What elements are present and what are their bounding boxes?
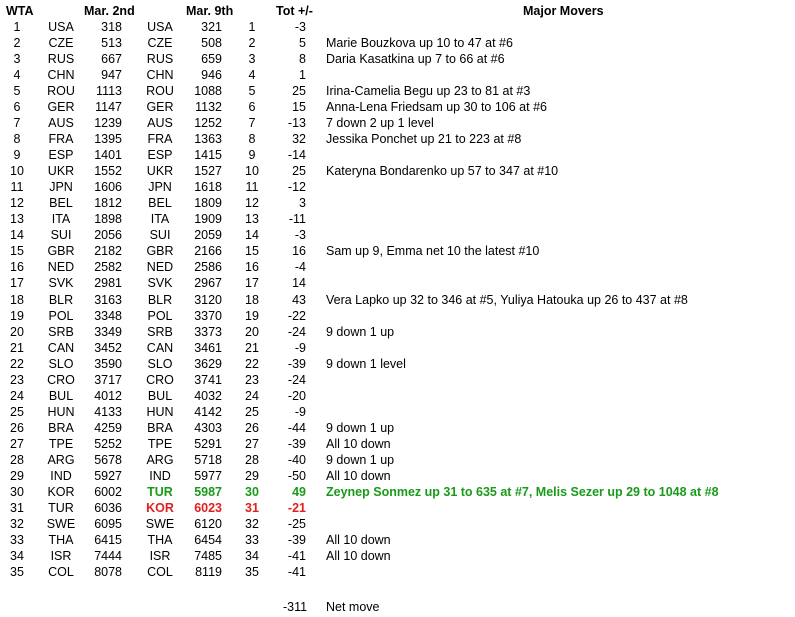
- country-mar2-cell: COL: [48, 565, 74, 579]
- rank-mar9-cell: 2: [248, 36, 256, 50]
- points-mar9-cell: 1132: [195, 100, 222, 114]
- rank-mar9-cell: 34: [245, 549, 259, 563]
- points-mar9-cell: 508: [201, 36, 222, 50]
- major-movers-cell: All 10 down: [326, 533, 391, 547]
- points-mar2-cell: 318: [101, 20, 122, 34]
- points-mar2-cell: 513: [101, 36, 122, 50]
- country-mar9-cell: UKR: [146, 164, 174, 178]
- points-mar2-cell: 1239: [94, 116, 122, 130]
- rank-cell: 2: [13, 36, 21, 50]
- points-mar2-cell: 1898: [94, 212, 122, 226]
- total-change-cell: -39: [287, 533, 306, 547]
- rank-cell: 4: [13, 68, 21, 82]
- rank-cell: 13: [10, 212, 24, 226]
- country-mar9-cell: BUL: [147, 389, 173, 403]
- rank-mar9-cell: 35: [245, 565, 259, 579]
- rank-cell: 27: [10, 437, 24, 451]
- country-mar9-cell: JPN: [148, 180, 172, 194]
- rank-cell: 33: [10, 533, 24, 547]
- header-mar2: Mar. 2nd: [84, 4, 135, 18]
- points-mar2-cell: 5252: [94, 437, 122, 451]
- points-mar9-cell: 1415: [194, 148, 222, 162]
- country-mar2-cell: GER: [47, 100, 75, 114]
- country-mar2-cell: TPE: [48, 437, 74, 451]
- country-mar9-cell: SVK: [147, 276, 173, 290]
- total-change-cell: -3: [294, 20, 306, 34]
- points-mar2-cell: 7444: [94, 549, 122, 563]
- points-mar9-cell: 1252: [194, 116, 222, 130]
- total-change-cell: -24: [287, 373, 306, 387]
- points-mar2-cell: 4259: [94, 421, 122, 435]
- points-mar9-cell: 1363: [194, 132, 222, 146]
- header-mar9: Mar. 9th: [186, 4, 234, 18]
- country-mar9-cell: BLR: [147, 293, 173, 307]
- total-change-cell: 14: [292, 276, 306, 290]
- total-change-cell: -24: [287, 325, 306, 339]
- major-movers-cell: Sam up 9, Emma net 10 the latest #10: [326, 244, 540, 258]
- points-mar9-cell: 5718: [194, 453, 222, 467]
- total-change-cell: -9: [294, 341, 306, 355]
- country-mar9-cell: COL: [147, 565, 173, 579]
- points-mar2-cell: 3717: [94, 373, 122, 387]
- rank-cell: 3: [13, 52, 21, 66]
- points-mar2-cell: 1606: [94, 180, 122, 194]
- rank-cell: 26: [10, 421, 24, 435]
- total-change-cell: -12: [287, 180, 306, 194]
- rank-mar9-cell: 15: [245, 244, 259, 258]
- points-mar9-cell: 6454: [194, 533, 222, 547]
- country-mar2-cell: TUR: [48, 501, 74, 515]
- rank-cell: 22: [10, 357, 24, 371]
- rank-mar9-cell: 10: [245, 164, 259, 178]
- points-mar9-cell: 4303: [194, 421, 222, 435]
- points-mar2-cell: 3163: [94, 293, 122, 307]
- points-mar2-cell: 3590: [94, 357, 122, 371]
- points-mar9-cell: 2059: [194, 228, 222, 242]
- country-mar2-cell: POL: [48, 309, 74, 323]
- major-movers-cell: All 10 down: [326, 549, 391, 563]
- rank-mar9-cell: 12: [245, 196, 259, 210]
- points-mar9-cell: 321: [201, 20, 222, 34]
- total-change-cell: -13: [287, 116, 306, 130]
- country-mar9-cell: CZE: [147, 36, 173, 50]
- country-mar2-cell: JPN: [49, 180, 73, 194]
- points-mar9-cell: 4032: [194, 389, 222, 403]
- total-change-cell: 25: [292, 164, 306, 178]
- country-mar9-cell: AUS: [147, 116, 173, 130]
- rank-cell: 23: [10, 373, 24, 387]
- total-change-cell: -39: [287, 437, 306, 451]
- country-mar2-cell: SWE: [46, 517, 76, 531]
- rank-cell: 35: [10, 565, 24, 579]
- points-mar2-cell: 667: [101, 52, 122, 66]
- total-change-cell: -41: [287, 565, 306, 579]
- total-change-cell: -39: [287, 357, 306, 371]
- country-mar9-cell: GBR: [146, 244, 174, 258]
- country-mar2-cell: GBR: [47, 244, 75, 258]
- rank-mar9-cell: 24: [245, 389, 259, 403]
- country-mar2-cell: CZE: [48, 36, 74, 50]
- total-change-cell: -50: [287, 469, 306, 483]
- total-change-cell: 5: [299, 36, 306, 50]
- country-mar9-cell: BRA: [147, 421, 173, 435]
- rank-cell: 34: [10, 549, 24, 563]
- total-change-cell: -3: [294, 228, 306, 242]
- points-mar2-cell: 1147: [95, 100, 122, 114]
- country-mar9-cell: ISR: [149, 549, 171, 563]
- country-mar9-cell: SUI: [149, 228, 171, 242]
- total-change-cell: -9: [294, 405, 306, 419]
- points-mar2-cell: 4133: [94, 405, 122, 419]
- rank-mar9-cell: 29: [245, 469, 259, 483]
- rank-cell: 32: [10, 517, 24, 531]
- rank-mar9-cell: 28: [245, 453, 259, 467]
- country-mar2-cell: NED: [47, 260, 75, 274]
- country-mar9-cell: CAN: [146, 341, 174, 355]
- country-mar2-cell: SVK: [48, 276, 74, 290]
- country-mar2-cell: HUN: [47, 405, 75, 419]
- major-movers-cell: Irina-Camelia Begu up 23 to 81 at #3: [326, 84, 531, 98]
- country-mar9-cell: ITA: [150, 212, 170, 226]
- rank-cell: 25: [10, 405, 24, 419]
- total-change-cell: -14: [287, 148, 306, 162]
- rank-mar9-cell: 19: [245, 309, 259, 323]
- footer-total: -311: [283, 600, 308, 614]
- country-mar2-cell: KOR: [47, 485, 75, 499]
- points-mar2-cell: 1401: [94, 148, 122, 162]
- rank-cell: 5: [13, 84, 21, 98]
- major-movers-cell: Jessika Ponchet up 21 to 223 at #8: [326, 132, 522, 146]
- rank-mar9-cell: 3: [248, 52, 256, 66]
- country-mar2-cell: ROU: [47, 84, 75, 98]
- footer-label: Net move: [326, 600, 380, 614]
- rank-mar9-cell: 22: [245, 357, 259, 371]
- country-mar9-cell: BEL: [148, 196, 172, 210]
- country-mar2-cell: RUS: [47, 52, 75, 66]
- country-mar2-cell: UKR: [47, 164, 75, 178]
- points-mar2-cell: 3348: [94, 309, 122, 323]
- rank-mar9-cell: 1: [248, 20, 256, 34]
- header-tot: Tot +/-: [276, 4, 313, 18]
- country-mar2-cell: AUS: [48, 116, 74, 130]
- rank-cell: 8: [13, 132, 21, 146]
- points-mar9-cell: 3629: [194, 357, 222, 371]
- country-mar2-cell: USA: [48, 20, 74, 34]
- rank-cell: 18: [10, 293, 24, 307]
- total-change-cell: -25: [287, 517, 306, 531]
- rank-cell: 19: [10, 309, 24, 323]
- country-mar9-cell: ESP: [147, 148, 173, 162]
- country-mar2-cell: ITA: [51, 212, 71, 226]
- country-mar9-cell: SLO: [147, 357, 173, 371]
- country-mar9-cell: ROU: [146, 84, 174, 98]
- points-mar2-cell: 1552: [94, 164, 122, 178]
- major-movers-cell: 9 down 1 level: [326, 357, 406, 371]
- country-mar2-cell: BUL: [48, 389, 74, 403]
- rank-mar9-cell: 17: [245, 276, 259, 290]
- rank-mar9-cell: 23: [245, 373, 259, 387]
- country-mar9-cell: KOR: [146, 501, 174, 515]
- points-mar9-cell: 3373: [194, 325, 222, 339]
- rank-mar9-cell: 16: [245, 260, 259, 274]
- points-mar2-cell: 2056: [94, 228, 122, 242]
- total-change-cell: 25: [292, 84, 306, 98]
- rank-mar9-cell: 18: [245, 293, 259, 307]
- major-movers-cell: All 10 down: [326, 437, 391, 451]
- major-movers-cell: 9 down 1 up: [326, 325, 395, 339]
- major-movers-cell: 9 down 1 up: [326, 453, 395, 467]
- major-movers-cell: 9 down 1 up: [326, 421, 395, 435]
- country-mar9-cell: ARG: [146, 453, 174, 467]
- total-change-cell: -22: [287, 309, 306, 323]
- country-mar9-cell: CHN: [146, 68, 174, 82]
- country-mar9-cell: NED: [146, 260, 174, 274]
- major-movers-cell: Anna-Lena Friedsam up 30 to 106 at #6: [326, 100, 547, 114]
- rank-mar9-cell: 32: [245, 517, 259, 531]
- points-mar2-cell: 5678: [94, 453, 122, 467]
- country-mar9-cell: IND: [149, 469, 171, 483]
- total-change-cell: 49: [292, 485, 306, 499]
- total-change-cell: 16: [292, 244, 306, 258]
- rank-mar9-cell: 30: [245, 485, 259, 499]
- country-mar2-cell: FRA: [48, 132, 74, 146]
- rank-cell: 12: [10, 196, 24, 210]
- major-movers-cell: Marie Bouzkova up 10 to 47 at #6: [326, 36, 513, 50]
- points-mar9-cell: 2967: [194, 276, 222, 290]
- points-mar9-cell: 6023: [194, 501, 222, 515]
- points-mar9-cell: 1809: [194, 196, 222, 210]
- country-mar2-cell: SLO: [48, 357, 74, 371]
- points-mar2-cell: 2182: [94, 244, 122, 258]
- points-mar2-cell: 4012: [94, 389, 122, 403]
- points-mar9-cell: 659: [201, 52, 222, 66]
- rank-cell: 16: [10, 260, 24, 274]
- country-mar9-cell: TPE: [147, 437, 173, 451]
- total-change-cell: -4: [294, 260, 306, 274]
- rank-cell: 9: [13, 148, 21, 162]
- points-mar2-cell: 6095: [94, 517, 122, 531]
- rank-cell: 11: [10, 180, 24, 194]
- major-movers-cell: Daria Kasatkina up 7 to 66 at #6: [326, 52, 505, 66]
- points-mar9-cell: 1618: [194, 180, 222, 194]
- total-change-cell: -40: [287, 453, 306, 467]
- total-change-cell: -44: [287, 421, 306, 435]
- points-mar9-cell: 6120: [194, 517, 222, 531]
- total-change-cell: 15: [292, 100, 306, 114]
- country-mar9-cell: FRA: [147, 132, 173, 146]
- country-mar9-cell: SWE: [145, 517, 175, 531]
- country-mar2-cell: SUI: [50, 228, 72, 242]
- points-mar9-cell: 5977: [194, 469, 222, 483]
- rank-mar9-cell: 8: [248, 132, 256, 146]
- points-mar2-cell: 3349: [94, 325, 122, 339]
- major-movers-cell: All 10 down: [326, 469, 391, 483]
- rank-cell: 20: [10, 325, 24, 339]
- rank-mar9-cell: 5: [248, 84, 256, 98]
- rank-mar9-cell: 7: [248, 116, 256, 130]
- major-movers-cell: Kateryna Bondarenko up 57 to 347 at #10: [326, 164, 559, 178]
- country-mar2-cell: SRB: [48, 325, 74, 339]
- country-mar2-cell: CHN: [47, 68, 75, 82]
- rank-cell: 30: [10, 485, 24, 499]
- points-mar9-cell: 946: [201, 68, 222, 82]
- rank-mar9-cell: 13: [245, 212, 259, 226]
- total-change-cell: -20: [287, 389, 306, 403]
- country-mar9-cell: THA: [147, 533, 173, 547]
- rank-mar9-cell: 4: [248, 68, 256, 82]
- rank-cell: 14: [10, 228, 24, 242]
- points-mar9-cell: 8119: [195, 565, 222, 579]
- country-mar2-cell: CRO: [47, 373, 75, 387]
- points-mar9-cell: 3370: [194, 309, 222, 323]
- country-mar2-cell: CAN: [47, 341, 75, 355]
- points-mar9-cell: 1527: [194, 164, 222, 178]
- points-mar2-cell: 1113: [96, 84, 122, 98]
- country-mar2-cell: THA: [48, 533, 74, 547]
- country-mar9-cell: TUR: [147, 485, 173, 499]
- points-mar2-cell: 947: [101, 68, 122, 82]
- points-mar9-cell: 7485: [194, 549, 222, 563]
- points-mar9-cell: 3461: [194, 341, 222, 355]
- country-mar9-cell: RUS: [146, 52, 174, 66]
- points-mar9-cell: 2166: [194, 244, 222, 258]
- major-movers-cell: Zeynep Sonmez up 31 to 635 at #7, Melis Sezer up 29 to 1048 at #8: [326, 485, 719, 499]
- points-mar9-cell: 1909: [194, 212, 222, 226]
- rank-mar9-cell: 11: [245, 180, 259, 194]
- rank-mar9-cell: 26: [245, 421, 259, 435]
- country-mar2-cell: BRA: [48, 421, 74, 435]
- country-mar9-cell: HUN: [146, 405, 174, 419]
- points-mar9-cell: 5291: [194, 437, 222, 451]
- total-change-cell: -41: [287, 549, 306, 563]
- country-mar2-cell: IND: [50, 469, 72, 483]
- country-mar2-cell: BEL: [49, 196, 73, 210]
- rank-cell: 28: [10, 453, 24, 467]
- country-mar2-cell: ISR: [50, 549, 72, 563]
- country-mar9-cell: GER: [146, 100, 174, 114]
- points-mar9-cell: 2586: [194, 260, 222, 274]
- rank-mar9-cell: 33: [245, 533, 259, 547]
- rank-mar9-cell: 25: [245, 405, 259, 419]
- total-change-cell: 43: [292, 293, 306, 307]
- points-mar2-cell: 6036: [94, 501, 122, 515]
- rank-mar9-cell: 31: [245, 501, 259, 515]
- points-mar2-cell: 3452: [94, 341, 122, 355]
- rank-mar9-cell: 21: [245, 341, 259, 355]
- total-change-cell: 8: [299, 52, 306, 66]
- rank-mar9-cell: 27: [245, 437, 259, 451]
- header-rank: WTA: [6, 4, 34, 18]
- points-mar2-cell: 1812: [94, 196, 122, 210]
- points-mar2-cell: 5927: [94, 469, 122, 483]
- points-mar9-cell: 5987: [194, 485, 222, 499]
- points-mar9-cell: 3741: [194, 373, 222, 387]
- country-mar2-cell: BLR: [48, 293, 74, 307]
- points-mar2-cell: 8078: [94, 565, 122, 579]
- country-mar9-cell: SRB: [147, 325, 173, 339]
- major-movers-cell: Vera Lapko up 32 to 346 at #5, Yuliya Hatouka up 26 to 437 at #8: [326, 293, 688, 307]
- total-change-cell: -11: [288, 212, 306, 226]
- country-mar9-cell: CRO: [146, 373, 174, 387]
- rank-cell: 17: [10, 276, 24, 290]
- country-mar9-cell: USA: [147, 20, 173, 34]
- country-mar2-cell: ARG: [47, 453, 75, 467]
- rank-cell: 7: [13, 116, 21, 130]
- total-change-cell: 1: [299, 68, 306, 82]
- points-mar2-cell: 6002: [94, 485, 122, 499]
- rank-cell: 15: [10, 244, 24, 258]
- rank-cell: 31: [10, 501, 24, 515]
- rank-cell: 10: [10, 164, 24, 178]
- points-mar9-cell: 1088: [194, 84, 222, 98]
- points-mar2-cell: 1395: [94, 132, 122, 146]
- rank-cell: 1: [13, 20, 21, 34]
- total-change-cell: 32: [292, 132, 306, 146]
- major-movers-cell: 7 down 2 up 1 level: [326, 116, 434, 130]
- points-mar2-cell: 2582: [94, 260, 122, 274]
- country-mar2-cell: ESP: [48, 148, 74, 162]
- rank-cell: 21: [10, 341, 24, 355]
- points-mar2-cell: 2981: [94, 276, 122, 290]
- rank-mar9-cell: 14: [245, 228, 259, 242]
- points-mar9-cell: 3120: [194, 293, 222, 307]
- points-mar9-cell: 4142: [194, 405, 222, 419]
- total-change-cell: 3: [299, 196, 306, 210]
- header-major-movers: Major Movers: [523, 4, 604, 18]
- rank-cell: 6: [13, 100, 21, 114]
- points-mar2-cell: 6415: [94, 533, 122, 547]
- country-mar9-cell: POL: [147, 309, 173, 323]
- rank-mar9-cell: 9: [248, 148, 256, 162]
- rank-cell: 29: [10, 469, 24, 483]
- rank-cell: 24: [10, 389, 24, 403]
- rank-mar9-cell: 20: [245, 325, 259, 339]
- rank-mar9-cell: 6: [248, 100, 256, 114]
- total-change-cell: -21: [287, 501, 306, 515]
